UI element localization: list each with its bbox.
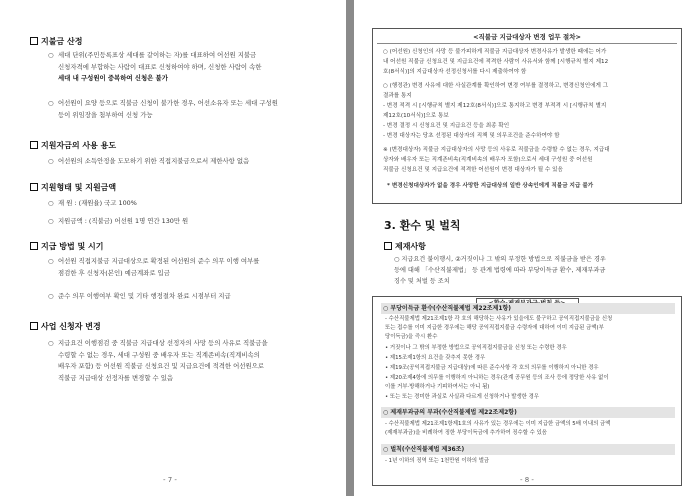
section-heading: 사업 신청자 변경 xyxy=(30,321,101,332)
notice-title: <직불금 지급대상자 변경 업무 절차> xyxy=(377,29,677,44)
subsection-text: ○ 지급요건 불이행시, ②거짓이나 그 밖의 부정한 방법으로 직불금을 받은 경우 등에 대해 「수산직불제법」 등 관계 법령에 따라 부당이득금 환수, 제재부과금 징수 및 처벌 등 조치 xyxy=(394,256,606,285)
notice-line: - 변경 대상자는 당초 선정된 대상자의 직책 및 의무조건을 준수하여야 함 xyxy=(383,133,560,139)
block-line: • 거짓이나 그 밖의 부정한 방법으로 공익직접지불금을 신청 또는 수령한 경우 xyxy=(385,345,567,351)
notice-line: ※ (변경대상자) 직불금 지급대상자의 사망 등의 사유로 직불금을 수령할 수 없는 경우, 지급대 xyxy=(383,147,610,153)
section-heading: 제재사항 xyxy=(384,241,426,252)
checkbox-square-icon xyxy=(30,183,38,191)
list-item: ○ 지급요건 이행점검 중 직불금 지급대상 선정자의 사망 등의 사유로 직불금을 수령할 수 없는 경우, 세대 구성원 중 배우자 또는 직계존비속(직계비속의 배우자 포함) 등 어선원 직불금 신청요건 및 지급요건에 적격한 어선원으로 직불금 지급대상 선정자를 변경할 수 있음 xyxy=(48,339,268,382)
block-heading: ○ 제재부과금의 부과(수산직불제법 제22조제2항) xyxy=(381,407,675,418)
notice-line: ○ (행정관) 변경 사유에 대한 사실관계를 확인하여 변경 여부를 결정하고, 변경신청인에게 그 xyxy=(383,83,609,89)
notice-line: ○ (어선원) 신청인의 사망 등 불가피하게 직불금 지급대상자 변경사유가 발생한 때에는 어가 xyxy=(383,49,607,55)
checkbox-square-icon xyxy=(30,37,38,45)
notice-line: 직불금 신청요건 및 지급요건에 적격한 어선원이 변경 대상자가 될 수 있음 xyxy=(383,167,563,173)
block-line: • 또는 또는 경미한 과실로 사실과 다르게 신청하거나 발생한 경우 xyxy=(385,394,539,400)
checkbox-square-icon xyxy=(384,242,392,250)
notice-line: - 변경 적격 시 [시행규칙 별지 제12호(8서식)]으로 통지하고 변경 부적격 시 [시행규칙 별지 xyxy=(383,103,607,109)
notice-line: 상자와 배우자 또는 직계존비속(직계비속의 배우자 포함)으로서 세대 구성원 중 어선원 xyxy=(383,157,593,163)
notice-line: 결과를 통지 xyxy=(383,93,412,99)
block-line: • 제19조(공익직접지불금 지급대상)에 따른 준수사항 각 호의 의무를 이행하지 아니한 경우 xyxy=(385,365,599,371)
notice-line: 제12호(10서식)]으로 통보 xyxy=(383,113,449,119)
notice-line: - 변경 결정 시 신청요건 및 지급요건 등을 최종 확인 xyxy=(383,123,510,129)
procedure-notice-box xyxy=(372,28,682,204)
list-item: ○ 어선원이 요양 등으로 직불금 신청이 불가한 경우, 어선소유자 또는 세대 구성원 등이 위임장을 첨부하여 신청 가능 xyxy=(48,99,278,119)
block-line: • 제20조제4항에 의무를 이행하지 아니하는 경우(관계 공무원 등의 조사 등에 정당한 사유 없이 xyxy=(385,375,609,381)
page-7 xyxy=(0,0,346,496)
block-line: 이를 거부·방해하거나 기피하여서는 아니 됨) xyxy=(385,384,490,390)
section-heading: 지불금 산정 xyxy=(30,36,82,47)
block-line: 당이득금)을 즉시 환수 xyxy=(385,334,438,340)
checkbox-square-icon xyxy=(30,242,38,250)
block-heading: ○ 부당이득금 환수(수산직불제법 제22조제1항) xyxy=(381,303,675,314)
notice-footnote: * 변경신청대상자가 없을 경우 사망한 지급대상의 일반 상속인에게 직불금 지급 불가 xyxy=(387,183,594,189)
notice-line: 내 어선원 직불금 신청요건 및 지급요건에 적격한 사람이 사유서와 함께 [시행규칙 별지 제12 xyxy=(383,59,609,65)
list-item: ○ 어선원의 소득안정을 도모하기 위한 직접지불금으로서 제한사항 없음 xyxy=(48,157,250,165)
block-line: - 수산직불제법 제21조제1항제1호의 사유가 있는 경우에는 이미 지급한 금액의 5배 이내의 금액 xyxy=(385,421,611,427)
redemption-penalty-box xyxy=(372,296,682,486)
block-line: - 수산직불제법 제21조제1항 각 호의 해당하는 사유가 있을에도 불구하고 공익직접지불금을 신청 xyxy=(385,316,613,322)
block-line: 또는 접수를 이미 지급한 경우에는 해당 공익직접지불금 수령자에 대하여 이미 지급된 금액(부 xyxy=(385,325,604,331)
section-heading: 지원형태 및 지원금액 xyxy=(30,182,116,193)
block-heading: ○ 벌칙(수산직불제법 제36조) xyxy=(381,444,675,455)
checkbox-square-icon xyxy=(30,322,38,330)
section-heading: 지원자금의 사용 용도 xyxy=(30,140,116,151)
block-line: (제재부과금)을 비례하여 징한 부당이득금에 추가하여 징수할 수 있음 xyxy=(385,430,548,436)
page-number: - 7 - xyxy=(163,476,177,484)
section-heading: 지급 방법 및 시기 xyxy=(30,241,103,252)
list-item: ○ 어선원 직접지불금 지급대상으로 확정된 어선원의 준수 의무 이행 여부를 점검한 후 신청자(본인) 예금계좌로 입금 xyxy=(48,257,260,277)
chapter-heading: 3. 환수 및 벌칙 xyxy=(384,219,461,232)
page-number: - 8 - xyxy=(520,476,534,484)
block-line: • 제15조제1항의 요건을 갖추지 못한 경우 xyxy=(385,355,486,361)
notice-line: 호(8서식)]의 지급대상자 선정신청서를 다시 제출하여야 함 xyxy=(383,69,527,75)
list-item: ○ 세대 단위(주민등록표상 세대를 같이하는 자)를 대표하여 어선원 지불금 신청자격에 부합하는 사람이 대표로 신청하여야 하며, 신청한 사람이 속한 세대 내 구성원이 중복하여 신청은 불가 xyxy=(48,51,262,82)
list-item: ○ 지원금액 : (직불금) 어선원 1명 연간 130만 원 xyxy=(48,217,189,225)
list-item: ○ 준수 의무 이행여부 확인 및 기타 행정절차 완료 시점부터 지급 xyxy=(48,292,231,300)
block-line: - 1년 이하의 징역 또는 1천만원 이하의 벌금 xyxy=(385,458,490,464)
page-8 xyxy=(354,0,700,496)
list-item: ○ 재 원 : (재원율) 국고 100% xyxy=(48,199,137,207)
checkbox-square-icon xyxy=(30,141,38,149)
